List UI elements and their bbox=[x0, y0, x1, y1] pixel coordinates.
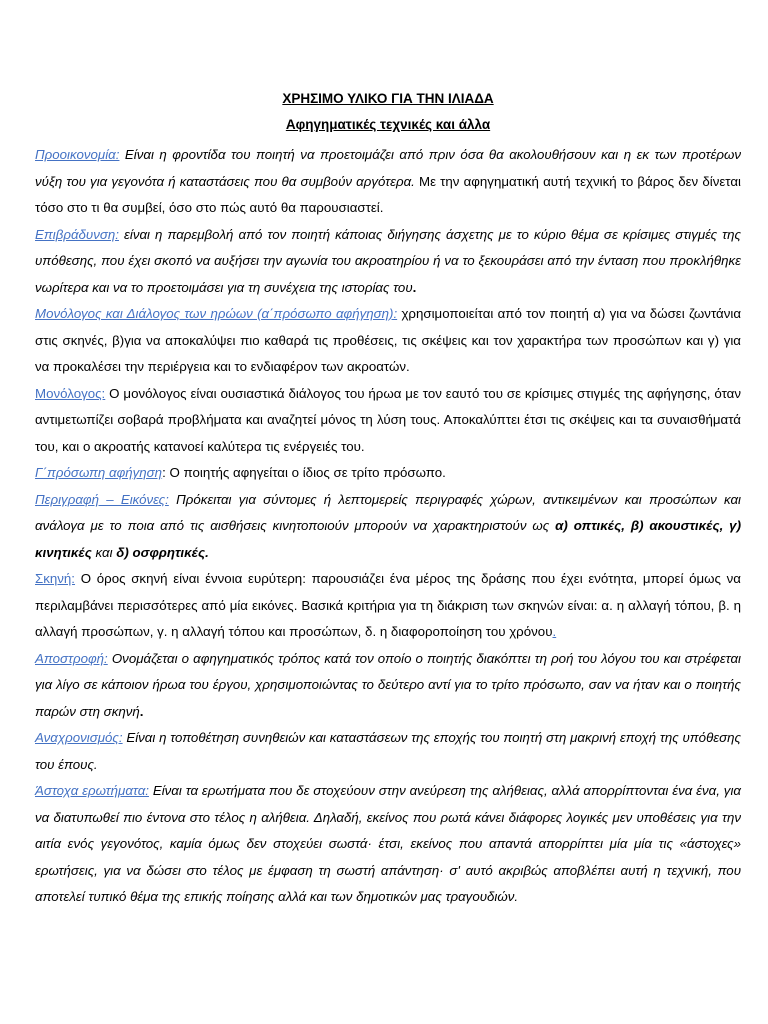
definition-text: Είναι η τοποθέτηση συνηθειών και καταστάσεων της εποχής του ποιητή στη μακρινή εποχή της υπόθεσης του έπους. bbox=[35, 730, 741, 772]
definition-end: . bbox=[412, 279, 417, 295]
paragraph-tritoprosopi bbox=[35, 460, 741, 487]
definition-text: Είναι τα ερωτήματα που δε στοχεύουν στην ανεύρεση της αλήθειας, αλλά απορρίπτονται ένα ένα, για να διατυπωθεί πιο έντονα στο τέλος η αλήθεια. Δηλαδή, εκείνος που ρωτά κάνει διάφορες λογικές μεν υποθέσεις για την αιτία ενός γεγονότος, καμία όμως δεν στοχεύει σωστά· έτσι, εκείνος που απαντά απορρίπτει μία μία τις «άστοχες» ερωτήσεις, για να δώσει στο τέλος με έμφαση τη σωστή απάντηση· σ' αυτό ακριβώς αποβλέπει αυτή η τεχνική, που αποτελεί τυπικό θέμα της επικής ποίησης αλλά και των δημοτικών μας τραγουδιών. bbox=[35, 783, 741, 904]
definition-end: . bbox=[139, 703, 144, 719]
definition-connector: και bbox=[91, 544, 117, 560]
paragraph-skini bbox=[35, 566, 741, 646]
paragraph-monologos-dialogos bbox=[35, 301, 741, 381]
paragraph-epivradynsi bbox=[35, 222, 741, 302]
paragraph-anachronismos bbox=[35, 725, 741, 778]
term-skini: Σκηνή: bbox=[35, 571, 76, 586]
term-tritoprosopi: Γ΄πρόσωπη αφήγηση bbox=[35, 465, 163, 480]
paragraph-perigrafi bbox=[35, 487, 741, 567]
document-page bbox=[35, 88, 741, 911]
definition-text: Πρόκειται για σύντομες ή λεπτομερείς περιγραφές χώρων, αντικειμένων και προσώπων και ανάλογα με το ποια από τις αισθήσεις κινητοποιούν μπορούν να χαρακτηριστούν ως bbox=[35, 491, 741, 533]
term-anachronismos: Αναχρονισμός: bbox=[35, 730, 123, 745]
definition-end: . bbox=[552, 624, 557, 639]
definition-text: είναι η παρεμβολή από τον ποιητή κάποιας διήγησης άσχετης με το κύριο θέμα σε κρίσιμες στιγμές της υπόθεσης, που έχει σκοπό να αυξήσει την αγωνία του ακροατηρίου ή να το ξεκουράσει από την ένταση που προκλήθηκε νωρίτερα και να το προετοιμάσει για τη συνέχεια της ιστορίας του bbox=[35, 226, 741, 295]
definition-text: Ονομάζεται ο αφηγηματικός τρόπος κατά τον οποίο ο ποιητής διακόπτει τη ροή του λόγου του και στρέφεται για λίγο σε κάποιον ήρωα του έργου, χρησιμοποιώντας το δεύτερο αντί για το τρίτο πρόσωπο, σαν να ήταν και ο ποιητής παρών στη σκηνή bbox=[35, 650, 741, 719]
definition-bold-list: α) οπτικές, β) ακουστικές, γ) κινητικές bbox=[35, 518, 741, 560]
document-subtitle: Αφηγηματικές τεχνικές και άλλα bbox=[285, 117, 491, 132]
paragraph-prooikonomia bbox=[35, 142, 741, 222]
term-prooikonomia: Προοικονομία: bbox=[35, 147, 120, 162]
definition-text: : Ο ποιητής αφηγείται ο ίδιος σε τρίτο πρόσωπο. bbox=[162, 465, 446, 480]
paragraph-monologos bbox=[35, 381, 741, 461]
term-monologos-dialogos: Μονόλογος και Διάλογος των ηρώων (α΄πρόσωπο αφήγηση): bbox=[35, 306, 398, 321]
definition-bold-end: δ) οσφρητικές. bbox=[116, 544, 209, 560]
term-astocha-erotimata: Άστοχα ερωτήματα: bbox=[35, 783, 149, 798]
term-apostrofi: Αποστροφή: bbox=[35, 650, 108, 666]
term-monologos: Μονόλογος: bbox=[35, 385, 106, 401]
definition-text: Ο μονόλογος είναι ουσιαστικά διάλογος του ήρωα με τον εαυτό του σε κρίσιμες στιγμές της αφήγησης, όταν αντιμετωπίζει σοβαρά προβλήματα και αναζητεί μόνος τη λύση τους. Αποκαλύπτει έτσι τις σκέψεις και τα συναισθήματά του, και ο ακροατής κατανοεί καλύτερα τις ενέργειές του. bbox=[35, 385, 741, 454]
definition-text: Είναι η φροντίδα του ποιητή να προετοιμάζει από πριν όσα θα ακολουθήσουν και η εκ των προτέρων νύξη του για γεγονότα ή καταστάσεις που θα συμβούν αργότερα. bbox=[35, 147, 741, 189]
definition-text: χρησιμοποιείται από τον ποιητή α) για να δώσει ζωντάνια στις σκηνές, β)για να αποκαλύψει πιο καθαρά τις προθέσεις, τις σκέψεις και τον χαρακτήρα των προσώπων και γ) για να προκαλέσει την περιέργεια και το ενδιαφέρον των ακροατών. bbox=[35, 306, 742, 374]
definition-text-continued: Με την αφηγηματική αυτή τεχνική το βάρος δεν δίνεται τόσο στο τι θα συμβεί, όσο στο πώς αυτό θα παρουσιαστεί. bbox=[35, 173, 741, 215]
document-title: ΧΡΗΣΙΜΟ ΥΛΙΚΟ ΓΙΑ ΤΗΝ ΙΛΙΑΔΑ bbox=[282, 91, 494, 106]
paragraph-apostrofi bbox=[35, 646, 741, 726]
term-perigrafi: Περιγραφή – Εικόνες: bbox=[35, 491, 169, 507]
term-epivradynsi: Επιβράδυνση: bbox=[35, 226, 119, 242]
definition-text: Ο όρος σκηνή είναι έννοια ευρύτερη: παρουσιάζει ένα μέρος της δράσης που έχει ενότητα, μπορεί όμως να περιλαμβάνει περισσότερες από μία εικόνες. Βασικά κριτήρια για τη διάκριση των σκηνών είναι: α. η αλλαγή τόπου, β. η αλλαγή προσώπων, γ. η αλλαγή τόπου και προσώπων, δ. η διαφοροποίηση του χρόνου bbox=[35, 571, 741, 639]
paragraph-astocha-erotimata bbox=[35, 778, 741, 911]
